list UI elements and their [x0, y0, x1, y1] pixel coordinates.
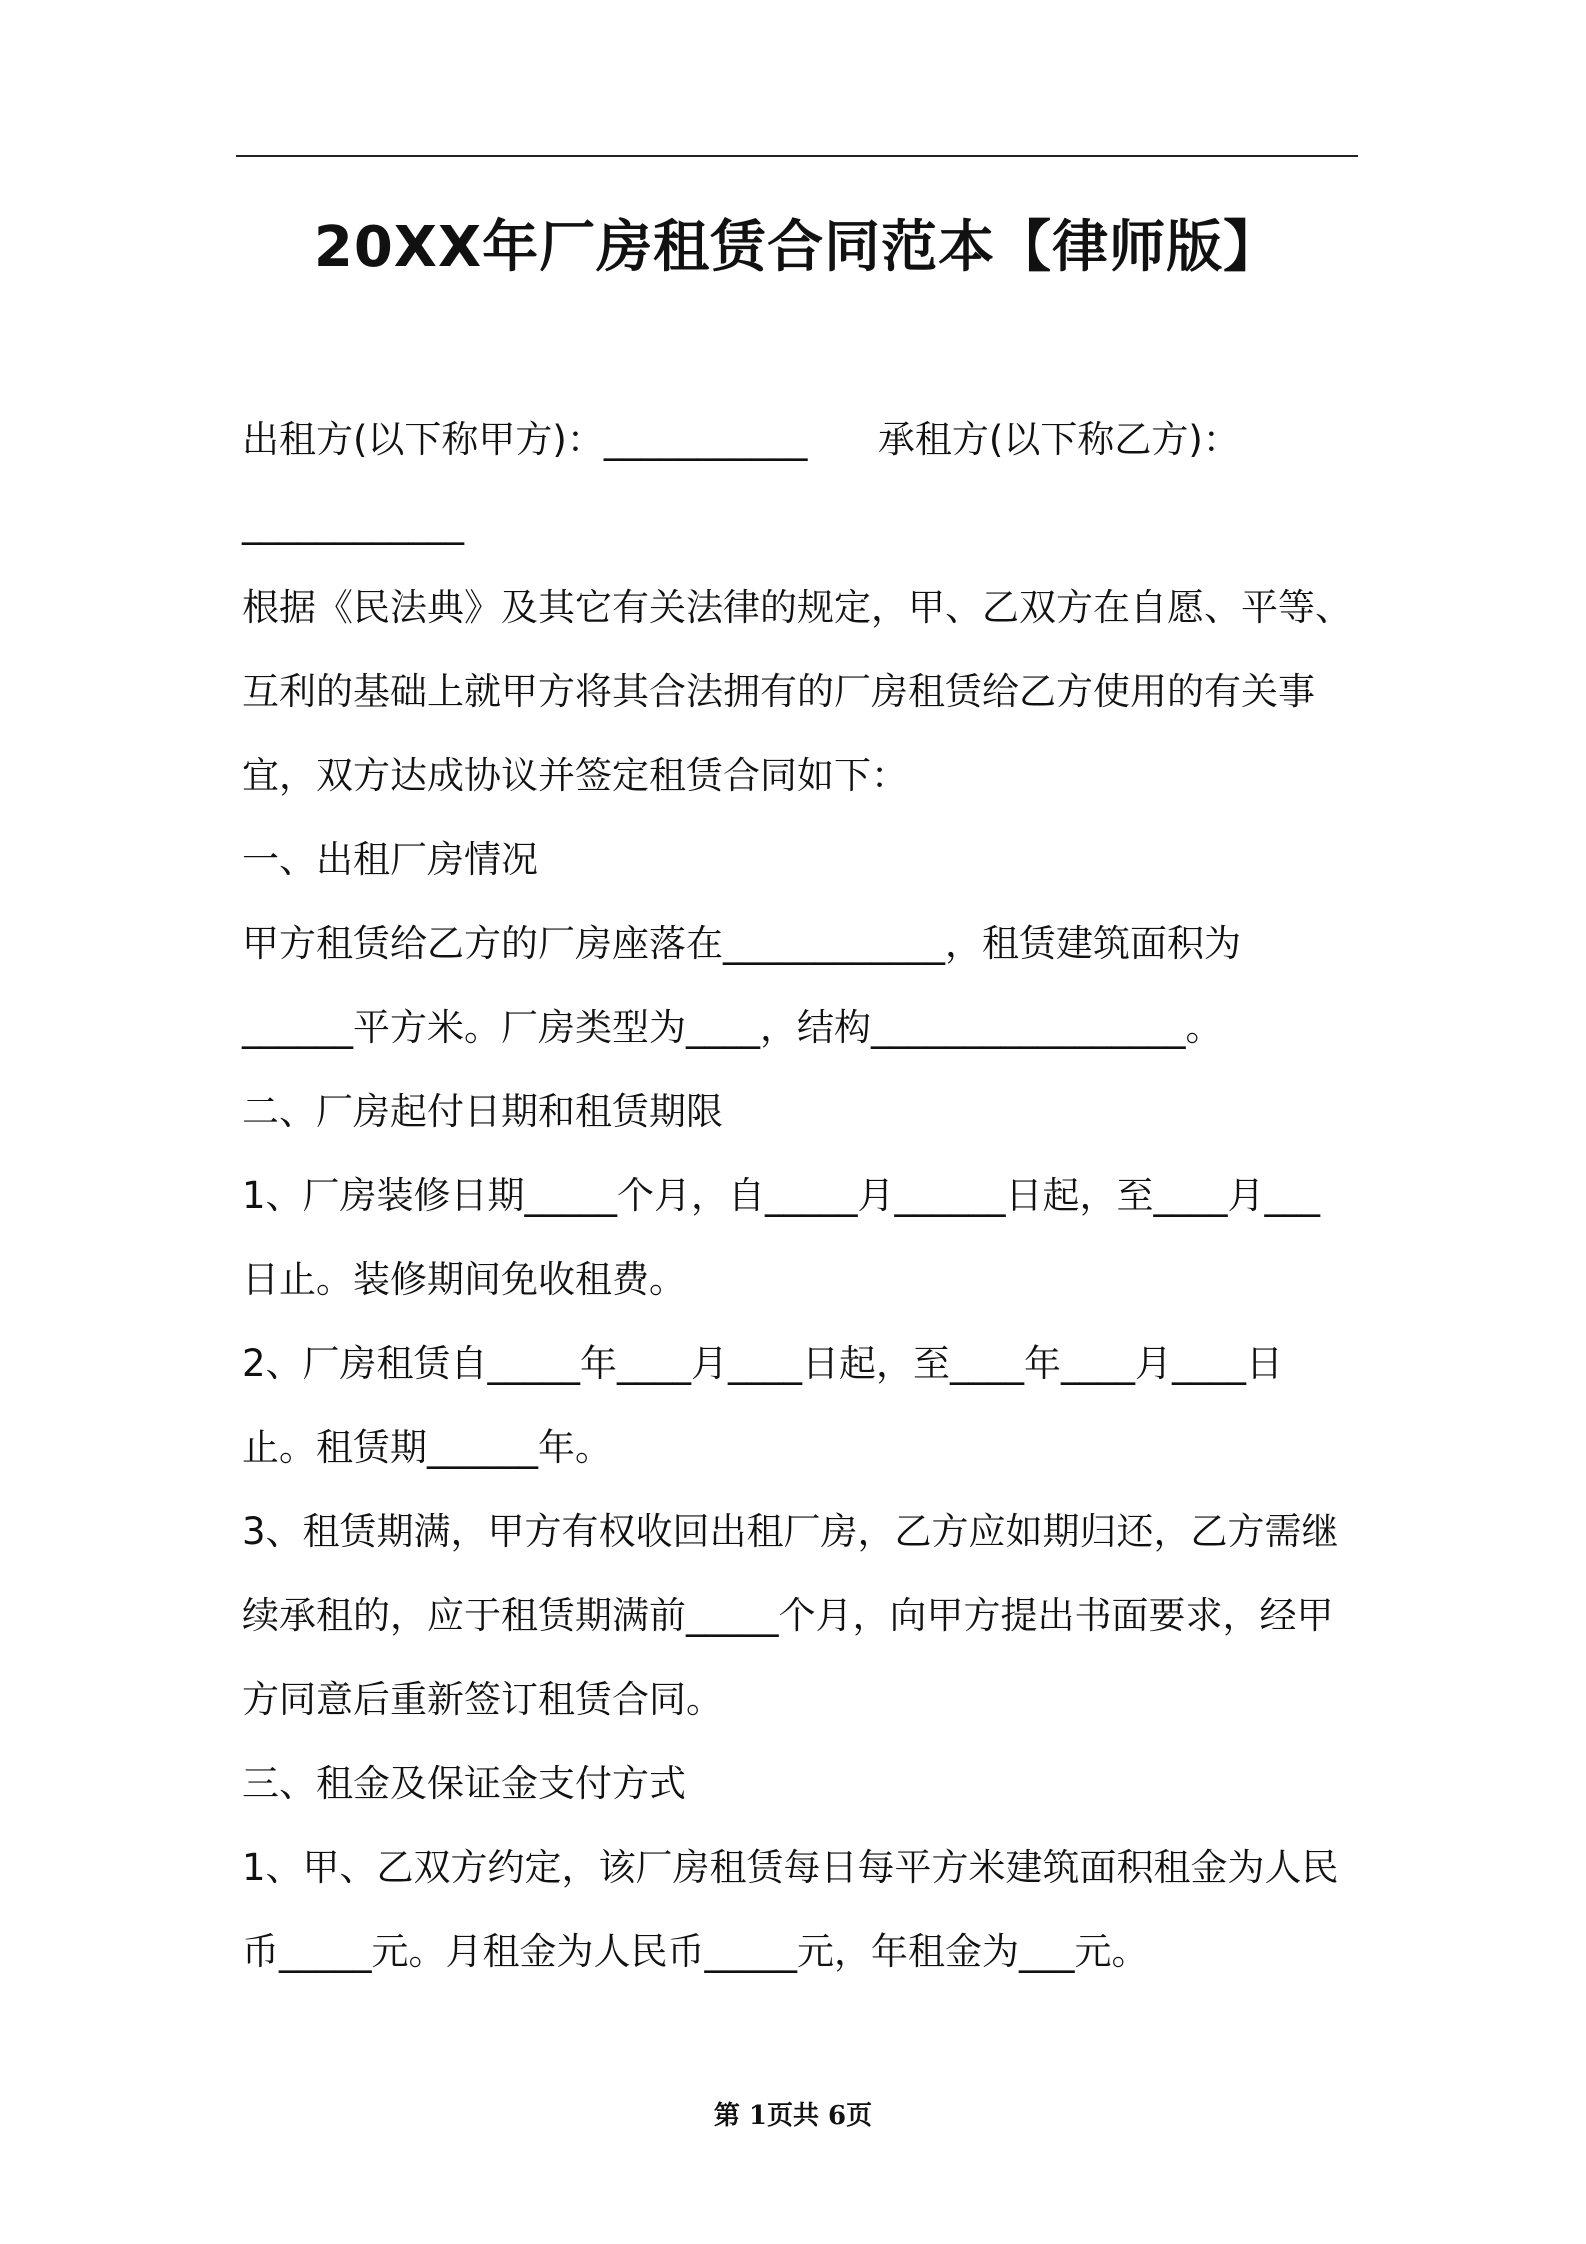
- clause-2-3-line-3: 方同意后重新签订租赁合同。: [242, 1678, 723, 1721]
- page-number: 第 1页共 6页: [713, 2101, 873, 2131]
- preamble-line-1: 根据《民法典》及其它有关法律的规定，甲、乙双方在自愿、平等、: [242, 586, 1352, 629]
- clause-2-2-line-1: 2、厂房租赁自_____年____月____日起，至____年____月____日: [242, 1342, 1284, 1385]
- clause-2-2-line-2: 止。租赁期______年。: [242, 1426, 612, 1469]
- clause-2-1-line-1: 1、厂房装修日期_____个月，自_____月______日起，至____月___: [242, 1174, 1321, 1217]
- section-3-heading: 三、租金及保证金支付方式: [242, 1762, 686, 1805]
- lessee-blank-line: ____________: [242, 502, 464, 545]
- parties-line: 出租方(以下称甲方)：___________ 承租方(以下称乙方)：: [242, 418, 1240, 461]
- clause-3-1-line-2: 币_____元。月租金为人民币_____元，年租金为___元。: [242, 1930, 1149, 1973]
- section-1-heading: 一、出租厂房情况: [242, 838, 538, 881]
- clause-2-3-line-2: 续承租的，应于租赁期满前_____个月，向甲方提出书面要求，经甲: [242, 1594, 1334, 1637]
- header-rule: [236, 155, 1358, 157]
- section-1-line-2: ______平方米。厂房类型为____，结构_________________。: [242, 1006, 1223, 1049]
- preamble-line-3: 宜，双方达成协议并签定租赁合同如下：: [242, 754, 908, 797]
- section-1-line-1: 甲方租赁给乙方的厂房座落在____________，租赁建筑面积为: [242, 922, 1241, 965]
- clause-2-1-line-2: 日止。装修期间免收租费。: [242, 1258, 686, 1301]
- preamble-line-2: 互利的基础上就甲方将其合法拥有的厂房租赁给乙方使用的有关事: [242, 670, 1315, 713]
- document-title: 20XX年厂房租赁合同范本【律师版】: [313, 215, 1281, 280]
- document-body: [242, 398, 1358, 1994]
- clause-2-3-line-1: 3、租赁期满，甲方有权收回出租厂房，乙方应如期归还，乙方需继: [242, 1510, 1339, 1553]
- section-2-heading: 二、厂房起付日期和租赁期限: [242, 1090, 723, 1133]
- clause-3-1-line-1: 1、甲、乙双方约定，该厂房租赁每日每平方米建筑面积租金为人民: [242, 1846, 1339, 1889]
